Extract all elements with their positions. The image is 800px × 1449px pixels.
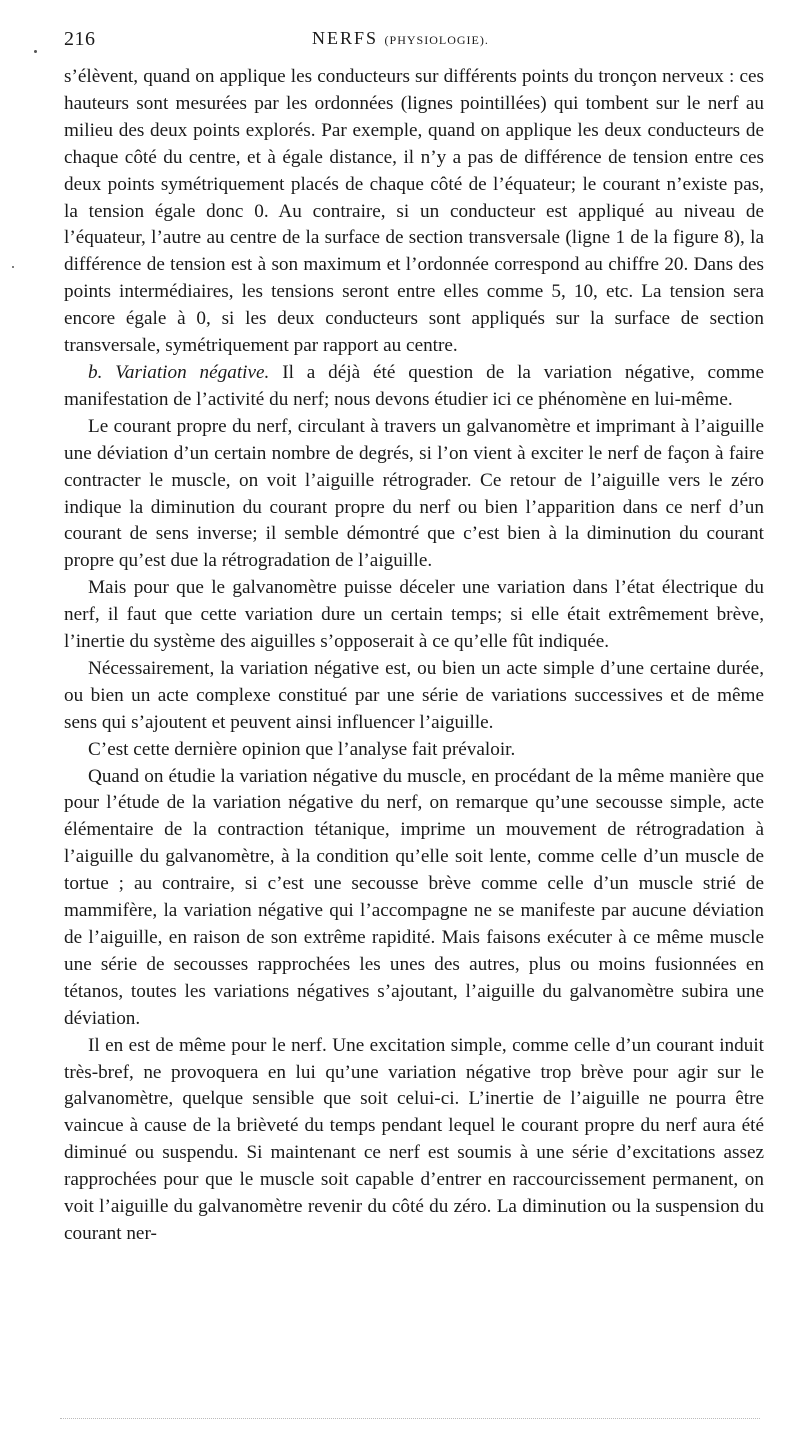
paragraph xyxy=(64,414,764,575)
page-number: 216 xyxy=(64,28,96,50)
paragraph-text: Nécessairement, la variation négative est, ou bien un acte simple d’une certaine durée, ou bien un acte complexe constitué par une série de variations successives et de même sens qui s’ajoutent et peuvent ainsi influencer l’aiguille. xyxy=(64,657,764,733)
scan-speck xyxy=(34,50,37,53)
paragraph xyxy=(64,360,764,414)
running-head xyxy=(312,28,489,49)
paragraph xyxy=(64,764,764,1033)
page-header xyxy=(64,28,764,60)
book-page xyxy=(64,28,764,1248)
paragraph-text: Il en est de même pour le nerf. Une excitation simple, comme celle d’un courant induit très-bref, ne provoquera en lui qu’une variation négative trop brève pour agir sur le galvanomètre, quelque sensible que soit celui-ci. L’inertie de l’aiguille ne pourra être vaincue à cause de la brièveté du temps pendant lequel le courant propre du nerf aura été diminué ou suspendu. Si maintenant ce nerf est soumis à une série d’excitations assez rapprochées pour que le muscle soit capable d’entrer en raccourcissement permanent, on voit l’aiguille du galvanomètre revenir du côté du zéro. La diminution ou la suspension du courant ner- xyxy=(64,1034,764,1244)
paragraph-text: Mais pour que le galvanomètre puisse déceler une variation dans l’état électrique du nerf, il faut que cette variation dure un certain temps; si elle était extrêmement brève, l’inertie du système des aiguilles s’opposerait à ce qu’elle fût indiquée. xyxy=(64,577,764,653)
running-head-title: NERFS xyxy=(312,28,379,48)
scan-speck xyxy=(12,266,14,268)
paragraph-text: Il a déjà été question de la variation négative, comme manifestation de l’activité du nerf; nous devons étudier ici ce phénomène en lui-même. xyxy=(64,361,764,410)
running-head-subtitle: (PHYSIOLOGIE). xyxy=(384,33,489,47)
paragraph-text: C’est cette dernière opinion que l’analyse fait prévaloir. xyxy=(88,738,516,760)
scan-artifact-line xyxy=(60,1418,760,1421)
paragraph-text: s’élèvent, quand on applique les conducteurs sur différents points du tronçon nerveux : ces hauteurs sont mesurées par les ordonnées (lignes pointillées) qui tombent sur le nerf au milieu des deux points explorés. Par exemple, quand on applique les deux conducteurs de chaque côté du centre, et à égale distance, il n’y a pas de différence de tension entre ces deux points symétriquement placés de chaque côté de l’équateur; le courant n’existe pas, la tension égale donc 0. Au contraire, si un conducteur est appliqué au niveau de l’équateur, l’autre au centre de la surface de section transversale (ligne 1 de la figure 8), la différence de tension est à son maximum et l’ordonnée correspond au chiffre 20. Dans des points intermédiaires, les tensions seront entre elles comme 5, 10, etc. La tension sera encore égale à 0, si les deux conducteurs sont appliqués sur la surface de section transversale, symétriquement par rapport au centre. xyxy=(64,66,764,357)
section-label: b. Variation négative. xyxy=(88,361,270,383)
body-text xyxy=(64,64,764,1248)
paragraph xyxy=(64,656,764,737)
paragraph-text: Quand on étudie la variation négative du muscle, en procédant de la même manière que pour l’étude de la variation négative du nerf, on remarque qu’une secousse simple, acte élémentaire de la contraction tétanique, imprime un mouvement de rétrogradation à l’aiguille du galvanomètre, à la condition qu’elle soit lente, comme celle d’un muscle de tortue ; au contraire, si c’est une secousse brève comme celle d’un muscle strié de mammifère, la variation négative qui l’accompagne ne se manifeste par aucune déviation de l’aiguille, en raison de son extrême rapidité. Mais faisons exécuter à ce même muscle une série de secousses rapprochées les unes des autres, plus ou moins fusionnées en tétanos, toutes les variations négatives s’ajoutant, l’aiguille du galvanomètre subira une déviation. xyxy=(64,765,764,1029)
paragraph-text: Le courant propre du nerf, circulant à travers un galvanomètre et imprimant à l’aiguille une déviation d’un certain nombre de degrés, si l’on vient à exciter le nerf de façon à faire contracter le muscle, on voit l’aiguille rétrograder. Ce retour de l’aiguille vers le zéro indique la diminution du courant propre du nerf ou bien l’apparition dans ce nerf d’un courant de sens inverse; il semble démontré que c’est bien à la diminution du courant propre qu’est due la rétrogradation de l’aiguille. xyxy=(64,415,764,572)
paragraph xyxy=(64,64,764,360)
paragraph xyxy=(64,575,764,656)
paragraph xyxy=(64,1033,764,1248)
paragraph xyxy=(64,737,764,764)
